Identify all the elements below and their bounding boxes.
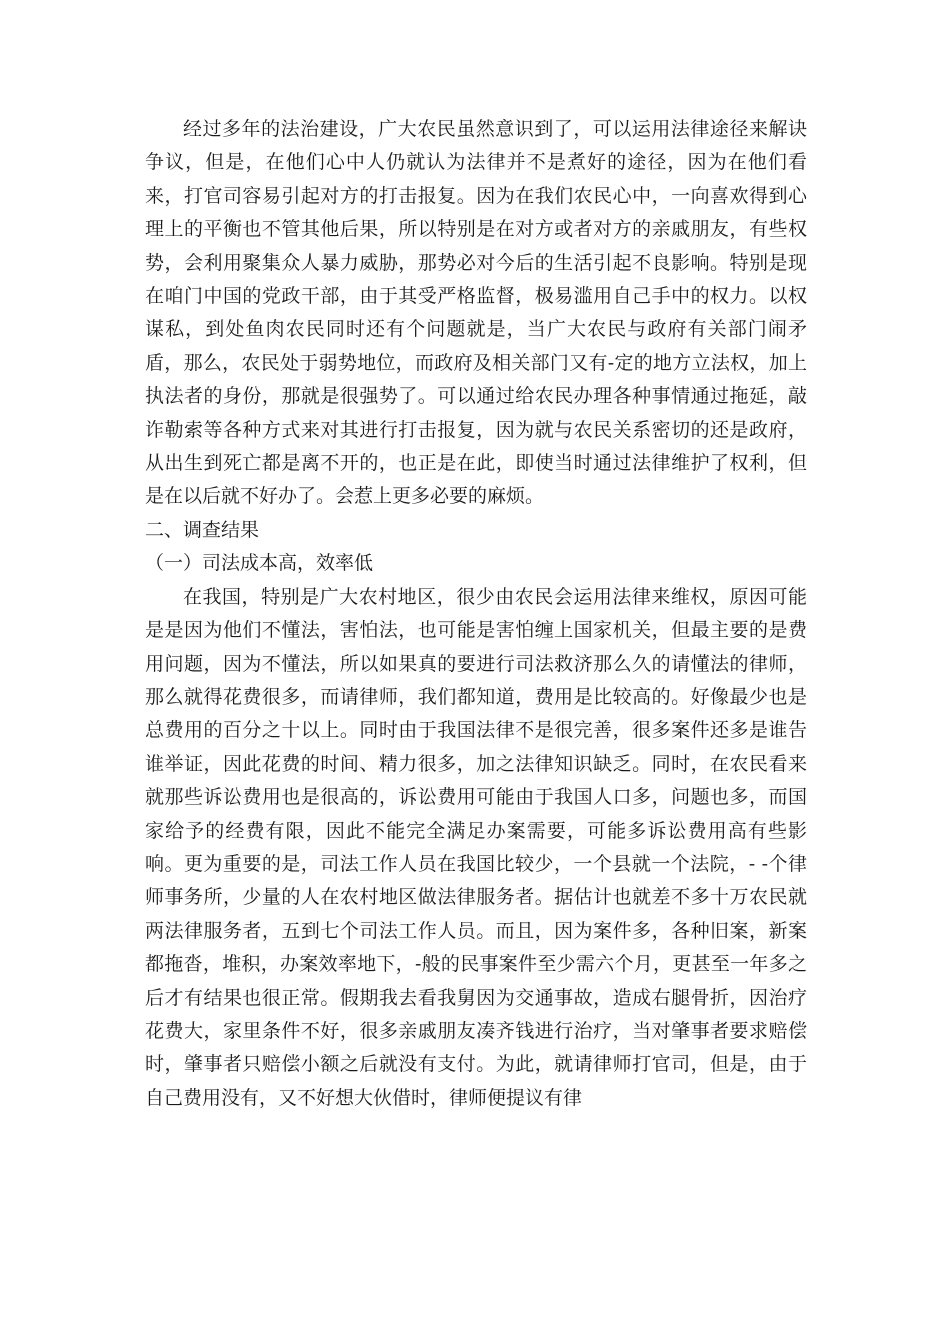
subsection-heading: （一）司法成本高，效率低	[145, 552, 374, 575]
body-paragraph: 经过多年的法治建设，广大农民虽然意识到了，可以运用法律途径来解诀争议，但是，在他们心中人仍就认为法律并不是煮好的途径，因为在他们看来，打官司容易引起对方的打击报复。因为在我们农民心中，一向喜欢得到心理上的平衡也不管其他后果，所以特别是在对方或者对方的亲戚朋友，有些权势，会利用聚集众人暴力威胁，那势必对今后的生活引起不良影响。特别是现在咱门中国的党政干部，由于其受严格监督，极易滥用自己手中的权力。以权谋私，到处鱼肉农民同时还有个问题就是，当广大农民与政府有关部门闹矛盾，那么，农民处于弱势地位，而政府及相关部门又有-定的地方立法权，加上执法者的身份，那就是很强势了。可以通过给农民办理各种事情通过拖延，敲诈勒索等各种方式来对其进行打击报复，因为就与农民关系密切的还是政府，从出生到死亡都是离不开的，也正是在此，即使当时通过法律维护了权利，但是在以后就不好办了。会惹上更多必要的麻烦。	[145, 118, 807, 508]
document-body	[145, 113, 807, 1115]
body-paragraph: 在我国，特别是广大农村地区，很少由农民会运用法律来维权，原因可能是是因为他们不懂法，害怕法，也可能是害怕缠上国家机关，但最主要的是费用问题，因为不懂法，所以如果真的要进行司法救济那么久的请懂法的律师，那么就得花费很多，而请律师，我们都知道，费用是比较高的。好像最少也是总费用的百分之十以上。同时由于我国法律不是很完善，很多案件还多是谁告谁举证，因此花费的时间、精力很多，加之法律知识缺乏。同时，在农民看来就那些诉讼费用也是很高的，诉讼费用可能由于我国人口多，问题也多，而国家给予的经费有限，因此不能完全满足办案需要，可能多诉讼费用高有些影响。更为重要的是，司法工作人员在我国比较少，一个县就一个法院，- -个律师事务所，少量的人在农村地区做法律服务者。据估计也就差不多十万农民就两法律服务者，五到七个司法工作人员。而且，因为案件多，各种旧案，新案都拖沓，堆积，办案效率地下，-般的民事案件至少需六个月，更甚至一年多之后才有结果也很正常。假期我去看我舅因为交通事故，造成右腿骨折，因治疗花费大，家里条件不好，很多亲戚朋友凑齐钱进行治疗，当对肇事者要求赔偿时，肇事者只赔偿小额之后就没有支付。为此，就请律师打官司，但是，由于自己费用没有，又不好想大伙借时，律师便提议有律	[145, 585, 807, 1109]
section-heading: 二、调查结果	[145, 518, 260, 541]
